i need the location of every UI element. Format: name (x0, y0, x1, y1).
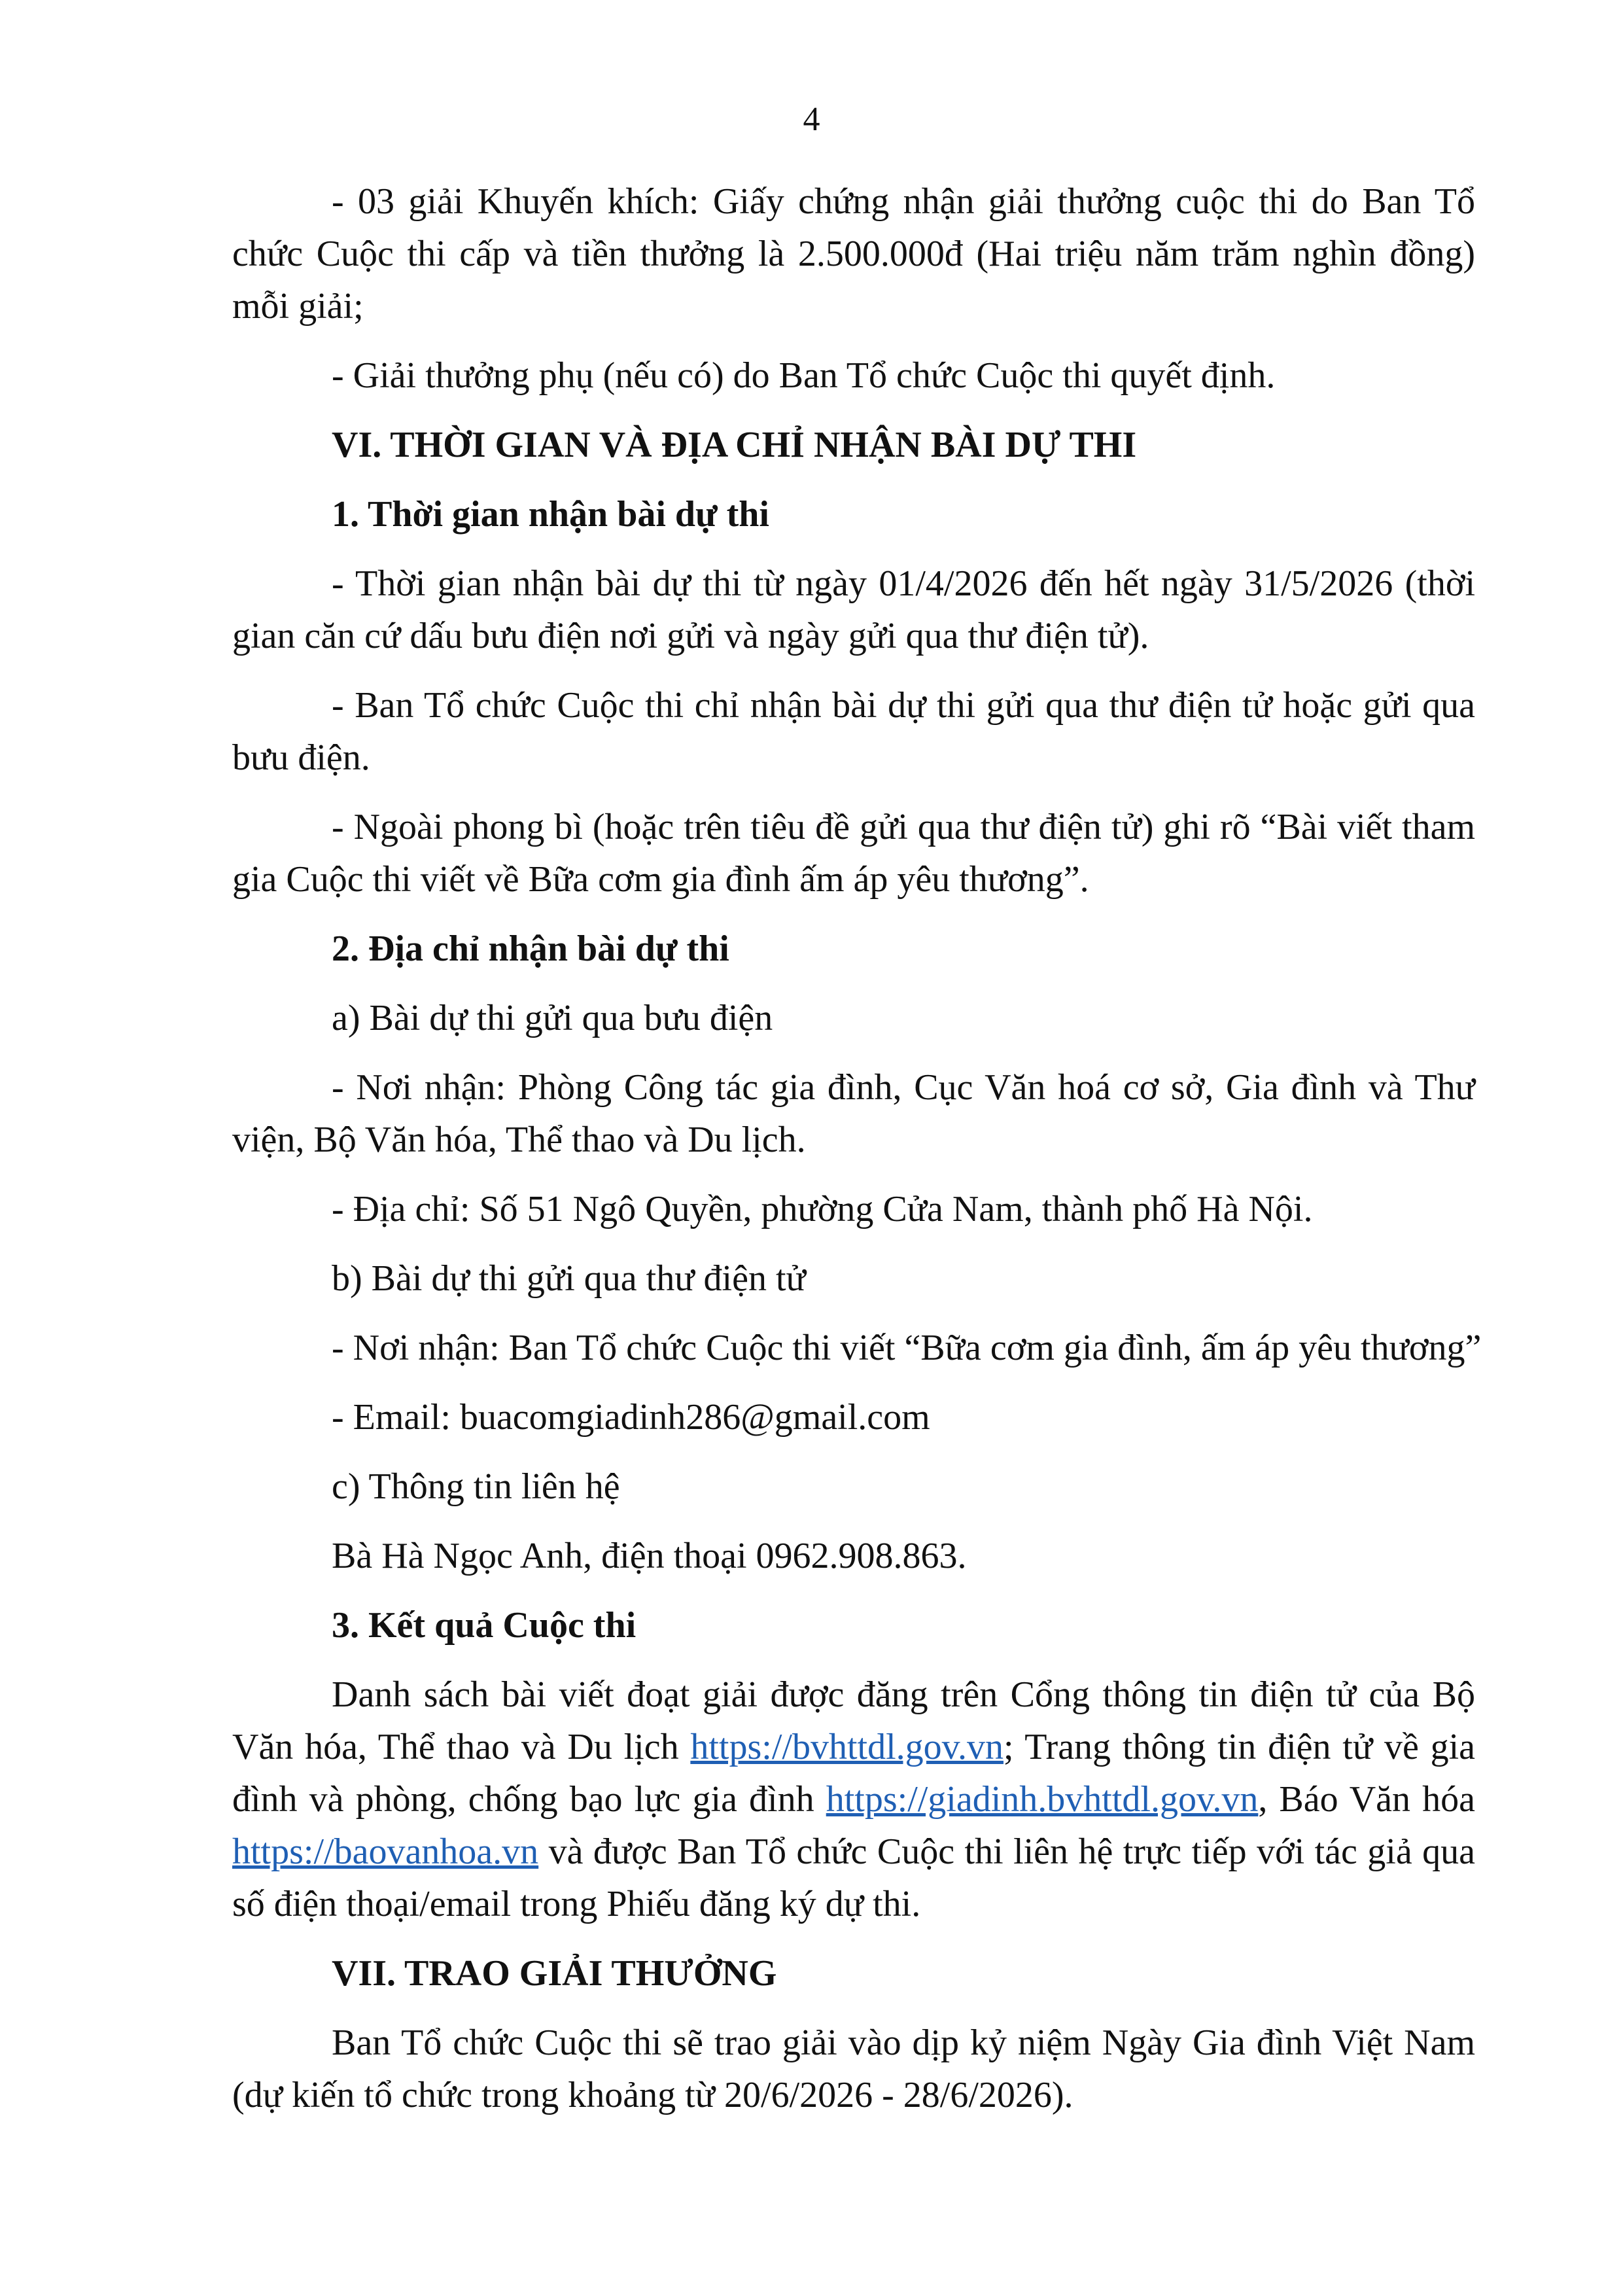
text-paragraph: - Ngoài phong bì (hoặc trên tiêu đề gửi qua thư điện tử) ghi rõ “Bài viết tham gia Cuộc thi viết về Bữa cơm gia đình ấm áp yêu thương”. (232, 807, 1475, 900)
text-paragraph: c) Thông tin liên hệ (332, 1466, 620, 1507)
section-heading: 1. Thời gian nhận bài dự thi (332, 494, 769, 535)
document-body (232, 175, 1482, 2121)
results-text-4: và được Ban Tổ chức Cuộc thi liên hệ trực tiếp với tác giả qua số điện thoại/email trong Phiếu đăng ký dự thi. (232, 1831, 1475, 1924)
page-number: 4 (803, 101, 820, 138)
results-text-3: , Báo Văn hóa (1258, 1779, 1475, 1820)
text-paragraph: - Email: buacomgiadinh286@gmail.com (332, 1397, 930, 1438)
section-heading: 2. Địa chỉ nhận bài dự thi (332, 928, 729, 969)
link-bvhttdl[interactable]: https://bvhttdl.gov.vn (690, 1727, 1003, 1767)
text-paragraph: - Nơi nhận: Phòng Công tác gia đình, Cục Văn hoá cơ sở, Gia đình và Thư viện, Bộ Văn hóa, Thể thao và Du lịch. (232, 1067, 1475, 1160)
text-paragraph: - 03 giải Khuyến khích: Giấy chứng nhận giải thưởng cuộc thi do Ban Tổ chức Cuộc thi cấp và tiền thưởng là 2.500.000đ (Hai triệu năm trăm nghìn đồng) mỗi giải; (232, 181, 1475, 327)
section-heading: VI. THỜI GIAN VÀ ĐỊA CHỈ NHẬN BÀI DỰ THI (332, 425, 1137, 465)
text-paragraph: b) Bài dự thi gửi qua thư điện tử (332, 1258, 806, 1299)
text-paragraph: - Ban Tổ chức Cuộc thi chỉ nhận bài dự thi gửi qua thư điện tử hoặc gửi qua bưu điện. (232, 685, 1475, 778)
results-paragraph (232, 1669, 1475, 1930)
section-blocks (232, 175, 1482, 1651)
awards-paragraph: Ban Tổ chức Cuộc thi sẽ trao giải vào dịp kỷ niệm Ngày Gia đình Việt Nam (dự kiến tổ chức trong khoảng từ 20/6/2026 - 28/6/2026). (232, 2022, 1475, 2115)
section-heading-awards: VII. TRAO GIẢI THƯỞNG (332, 1953, 777, 1994)
section-heading: 3. Kết quả Cuộc thi (332, 1605, 637, 1646)
text-paragraph: - Địa chỉ: Số 51 Ngô Quyền, phường Cửa Nam, thành phố Hà Nội. (332, 1189, 1313, 1229)
text-paragraph: - Thời gian nhận bài dự thi từ ngày 01/4/2026 đến hết ngày 31/5/2026 (thời gian căn cứ dấu bưu điện nơi gửi và ngày gửi qua thư điện tử). (232, 563, 1475, 656)
results-text-1: Danh sách bài viết đoạt giải được đăng trên Cổng thông tin điện tử của Bộ Văn hóa, Thể thao và Du lịch (232, 1674, 1475, 1767)
text-paragraph: a) Bài dự thi gửi qua bưu điện (332, 998, 773, 1038)
text-paragraph: - Nơi nhận: Ban Tổ chức Cuộc thi viết “Bữa cơm gia đình, ấm áp yêu thương” (332, 1328, 1482, 1368)
link-baovanhoa[interactable]: https://baovanhoa.vn (232, 1831, 539, 1872)
link-giadinh[interactable]: https://giadinh.bvhttdl.gov.vn (826, 1779, 1259, 1820)
text-paragraph: - Giải thưởng phụ (nếu có) do Ban Tổ chức Cuộc thi quyết định. (332, 355, 1276, 396)
text-paragraph: Bà Hà Ngọc Anh, điện thoại 0962.908.863. (332, 1536, 967, 1576)
results-text-2: ; Trang thông tin điện tử về gia đình và phòng, chống bạo lực gia đình (232, 1727, 1476, 1820)
